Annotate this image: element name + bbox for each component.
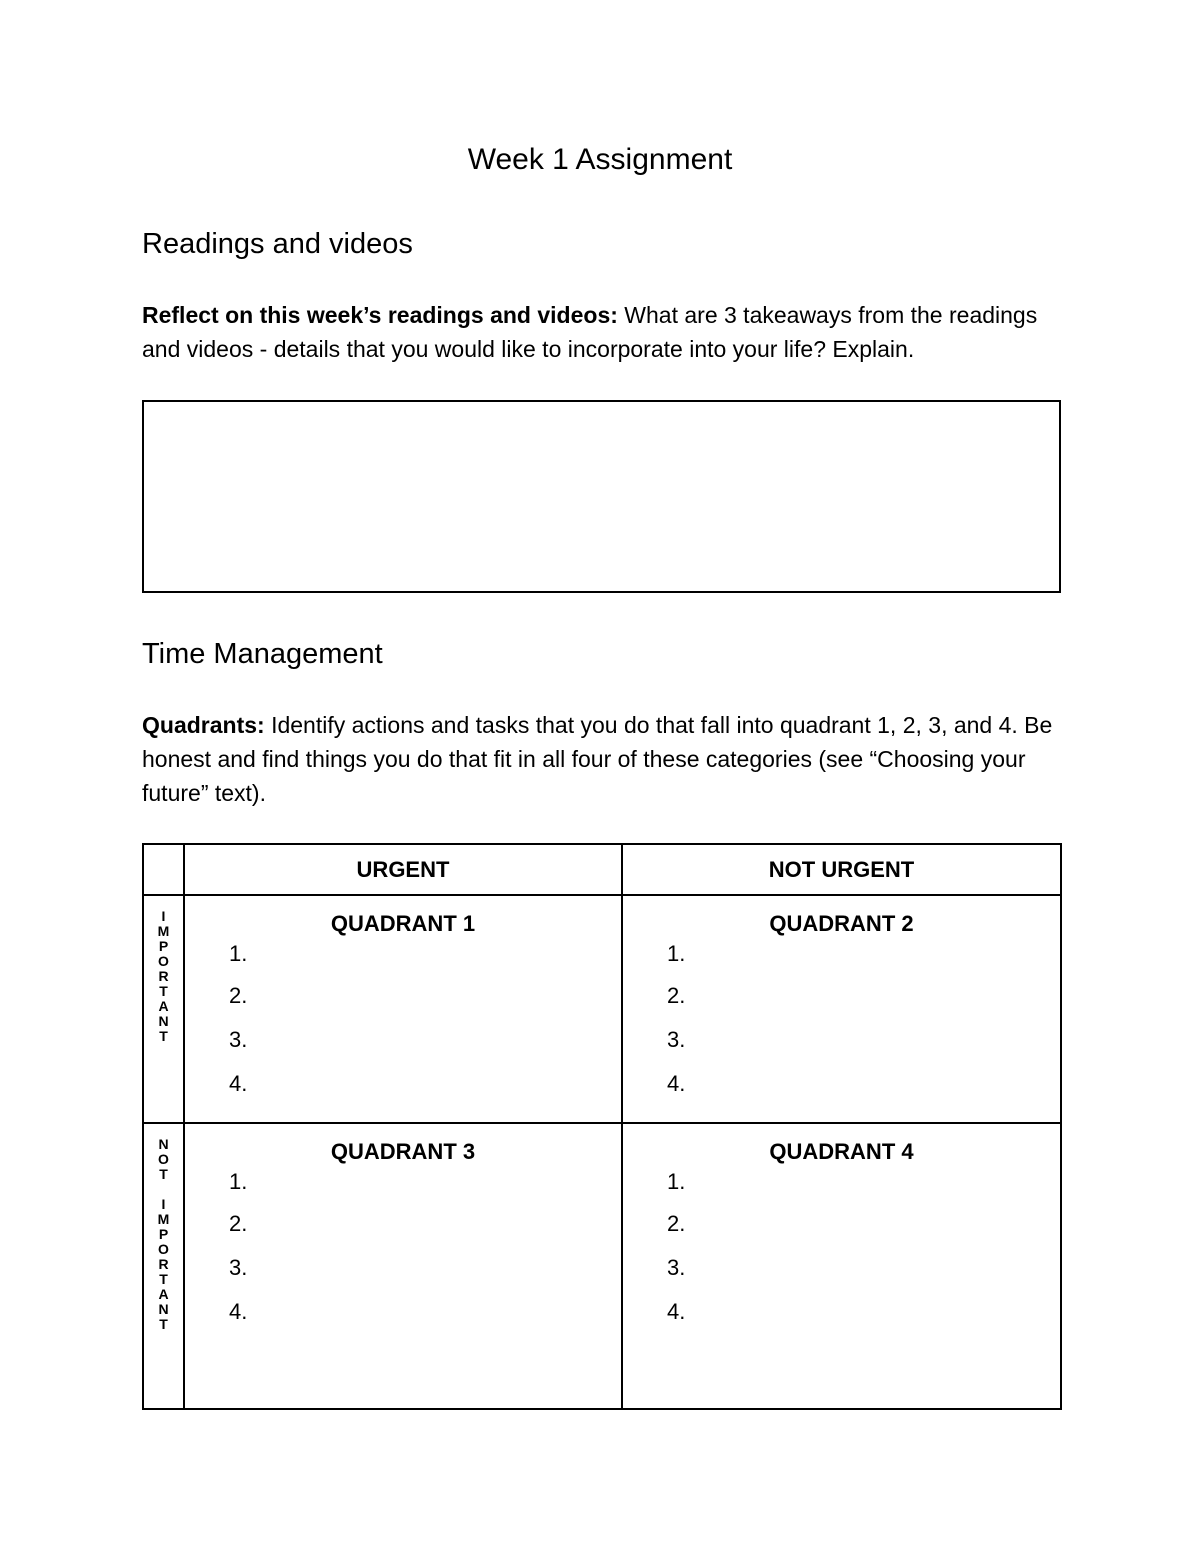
list-item[interactable]: 4.	[667, 1299, 686, 1324]
row-label-not-important: N O T I M P O R T A N T	[157, 1136, 170, 1332]
quadrant-1-title: QUADRANT 1	[330, 911, 476, 936]
matrix-header-row	[143, 844, 1061, 895]
quadrants-prompt	[142, 708, 1072, 810]
list-item[interactable]: 2.	[667, 983, 686, 1008]
list-item[interactable]: 4.	[229, 1299, 248, 1324]
reflection-answer-box[interactable]	[142, 400, 1061, 593]
quadrant-4-list	[623, 1166, 1060, 1340]
list-item[interactable]: 1.	[229, 1169, 248, 1194]
quadrant-3-title: QUADRANT 3	[330, 1139, 476, 1164]
quadrant-4-title: QUADRANT 4	[769, 1139, 914, 1164]
row-label-important-cell	[143, 895, 184, 1123]
list-item[interactable]: 2.	[229, 1211, 248, 1236]
quadrant-2-title: QUADRANT 2	[769, 911, 914, 936]
quadrants-prompt-text: Identify actions and tasks that you do that fall into quadrant 1, 2, 3, and 4. Be honest and find things you do that fit in all four of these categories (see “Choosing your future” text).	[142, 712, 1053, 806]
matrix-row-not-important	[143, 1123, 1061, 1409]
row-label-important: I M P O R T A N T	[157, 908, 170, 1044]
list-item[interactable]: 1.	[667, 1169, 686, 1194]
list-item[interactable]: 3.	[667, 1255, 686, 1280]
quadrant-3-cell[interactable]	[184, 1123, 622, 1409]
list-item[interactable]: 1.	[667, 941, 686, 966]
matrix-corner-cell	[143, 844, 184, 895]
col-header-not-urgent: NOT URGENT	[622, 844, 1061, 895]
matrix-row-important	[143, 895, 1061, 1123]
quadrant-1-list	[185, 938, 621, 1112]
quadrant-3-list	[185, 1166, 621, 1340]
quadrant-1-cell[interactable]	[184, 895, 622, 1123]
list-item[interactable]: 2.	[229, 983, 248, 1008]
reflect-prompt	[142, 298, 1072, 366]
page-title: Week 1 Assignment	[467, 143, 733, 176]
row-label-not-important-cell	[143, 1123, 184, 1409]
list-item[interactable]: 1.	[229, 941, 248, 966]
quadrant-2-list	[623, 938, 1060, 1112]
col-header-urgent: URGENT	[184, 844, 622, 895]
quadrant-4-cell[interactable]	[622, 1123, 1061, 1409]
section-heading-time-management: Time Management	[142, 638, 383, 670]
list-item[interactable]: 4.	[667, 1071, 686, 1096]
quadrant-matrix	[142, 843, 1062, 1410]
list-item[interactable]: 3.	[229, 1255, 248, 1280]
list-item[interactable]: 2.	[667, 1211, 686, 1236]
list-item[interactable]: 3.	[667, 1027, 686, 1052]
quadrants-prompt-label: Quadrants:	[142, 712, 265, 738]
list-item[interactable]: 3.	[229, 1027, 248, 1052]
section-heading-readings: Readings and videos	[142, 228, 413, 260]
quadrant-2-cell[interactable]	[622, 895, 1061, 1123]
list-item[interactable]: 4.	[229, 1071, 248, 1096]
reflect-prompt-label: Reflect on this week’s readings and videos:	[142, 302, 618, 328]
reflect-prompt-text: What are 3 takeaways from the readings and videos - details that you would like to incorporate into your life? Explain.	[142, 302, 1038, 362]
